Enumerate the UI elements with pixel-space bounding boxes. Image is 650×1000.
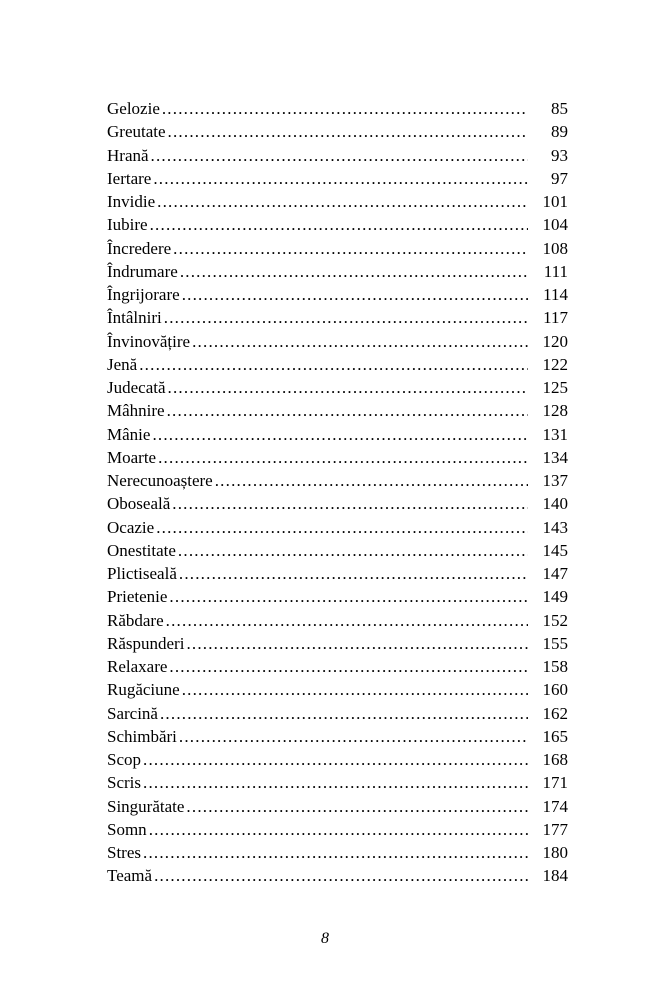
toc-entry-label: Mânie [107,424,151,444]
toc-entry-label: Prietenie [107,587,168,607]
toc-entry-page: 149 [542,587,568,607]
toc-entry-label: Nerecunoaștere [107,471,213,490]
dot-leader [169,585,528,608]
dot-leader [179,725,528,748]
dot-leader [157,190,528,213]
toc-entry-label: Scop [107,750,141,769]
toc-entry-page: 165 [542,726,568,746]
toc-entry [107,167,568,190]
dot-leader [168,376,528,399]
dot-leader [149,818,528,841]
toc-entry [107,655,568,678]
dot-leader [143,841,528,864]
toc-entry-page: 147 [542,564,568,583]
toc-entry-label: Încredere [107,238,172,258]
toc-entry [107,144,568,167]
toc-entry [107,399,568,422]
toc-entry-page: 128 [542,401,568,421]
toc-entry-label: Sarcină [107,703,158,723]
toc-entry [107,492,568,515]
toc-entry-page: 184 [542,866,568,886]
toc-entry [107,306,568,329]
toc-entry-label: Gelozie [107,99,160,118]
toc-entry [107,632,568,655]
dot-leader [173,237,528,260]
dot-leader [143,771,528,794]
toc-entry-label: Scris [107,773,141,793]
toc-entry-label: Plictiseală [107,564,177,583]
dot-leader [186,795,528,818]
toc-entry-page: 117 [543,308,568,328]
toc-entry-label: Stres [107,843,141,862]
page-number: 8 [321,930,329,947]
toc-entry-page: 168 [542,750,568,769]
dot-leader [215,469,528,492]
toc-entry-page: 114 [543,285,568,304]
toc-entry-label: Iubire [107,215,148,235]
toc-entry-page: 155 [542,633,568,653]
toc-entry-label: Onestitate [107,540,176,560]
dot-leader [154,864,528,887]
toc-entry-label: Somn [107,819,147,839]
dot-leader [150,213,528,236]
dot-leader [178,539,528,562]
toc-entry-label: Întâlniri [107,308,162,328]
toc-entry [107,795,568,818]
toc-entry [107,539,568,562]
toc-entry [107,97,568,120]
toc-entry [107,237,568,260]
toc-entry-page: 137 [542,471,568,490]
toc-entry [107,678,568,701]
dot-leader [192,330,528,353]
toc-entry-page: 104 [542,215,568,235]
dot-leader [158,446,528,469]
toc-entry-label: Răspunderi [107,633,185,653]
toc-entry-label: Învinovățire [107,331,191,351]
toc-entry [107,725,568,748]
toc-entry [107,190,568,213]
toc-entry-label: Oboseală [107,494,171,514]
toc-entry-page: 143 [542,517,568,537]
toc-entry-page: 177 [542,819,568,839]
toc-entry-page: 122 [542,354,568,374]
toc-entry [107,283,568,306]
dot-leader [164,306,528,329]
toc-entry [107,260,568,283]
toc-entry-page: 160 [542,680,568,700]
dot-leader [169,655,528,678]
toc-entry-label: Invidie [107,192,156,211]
toc-entry-page: 108 [542,238,568,258]
toc-entry-page: 131 [542,424,568,444]
toc-entry [107,818,568,841]
toc-entry-page: 85 [551,99,568,118]
toc-entry [107,841,568,864]
toc-entry-label: Teamă [107,866,153,886]
toc-entry-label: Iertare [107,168,152,188]
toc-entry-page: 134 [542,447,568,467]
toc-entry [107,353,568,376]
dot-leader [153,167,528,190]
toc-entry-page: 152 [542,610,568,630]
dot-leader [179,562,528,585]
toc-entry-label: Îngrijorare [107,285,180,304]
toc-entry-label: Schimbări [107,726,177,746]
toc-entry-label: Ocazie [107,517,155,537]
toc-entry-label: Greutate [107,122,166,142]
toc-entry-page: 97 [551,168,568,188]
toc-entry-page: 89 [551,122,568,142]
toc-entry-page: 145 [542,540,568,560]
toc-entry [107,120,568,143]
dot-leader [166,609,528,632]
dot-leader [139,353,528,376]
toc-entry [107,864,568,887]
toc-entry [107,562,568,585]
toc-entry [107,446,568,469]
toc-entry-page: 174 [542,796,568,816]
toc-entry-label: Îndrumare [107,261,178,281]
toc-entry-label: Răbdare [107,610,164,630]
dot-leader [162,97,528,120]
toc-entry [107,771,568,794]
toc-entry-page: 111 [543,261,568,281]
toc-entry [107,585,568,608]
toc-entry-page: 125 [542,378,568,397]
toc-entry-label: Mâhnire [107,401,165,421]
toc-entry [107,469,568,492]
toc-entry [107,213,568,236]
toc-entry-label: Singurătate [107,796,185,816]
table-of-contents [107,97,568,888]
dot-leader [182,678,528,701]
toc-entry [107,516,568,539]
toc-entry-page: 171 [542,773,568,793]
dot-leader [151,144,528,167]
dot-leader [156,516,528,539]
toc-entry [107,702,568,725]
toc-entry-page: 162 [542,703,568,723]
toc-entry-label: Relaxare [107,657,168,676]
toc-entry-label: Hrană [107,145,149,165]
toc-entry-page: 101 [542,192,568,211]
toc-entry-page: 180 [542,843,568,862]
toc-entry-page: 158 [542,657,568,676]
toc-entry-page: 93 [551,145,568,165]
dot-leader [167,399,528,422]
dot-leader [152,423,528,446]
toc-entry-label: Jenă [107,354,138,374]
dot-leader [168,120,528,143]
dot-leader [143,748,528,771]
dot-leader [172,492,528,515]
toc-entry-label: Rugăciune [107,680,180,700]
dot-leader [180,260,528,283]
toc-entry [107,748,568,771]
toc-entry-page: 120 [542,331,568,351]
dot-leader [160,702,528,725]
toc-entry [107,609,568,632]
toc-entry [107,423,568,446]
dot-leader [186,632,528,655]
toc-entry-page: 140 [542,494,568,514]
toc-entry [107,376,568,399]
toc-entry-label: Moarte [107,447,157,467]
toc-entry [107,330,568,353]
toc-entry-label: Judecată [107,378,166,397]
dot-leader [182,283,528,306]
